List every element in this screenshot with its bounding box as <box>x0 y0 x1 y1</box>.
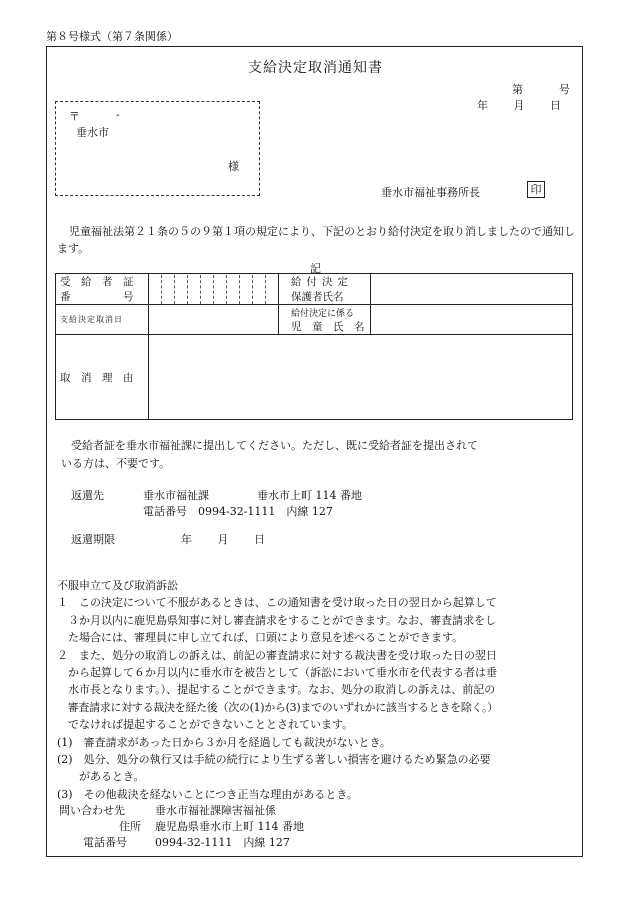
contact-tel: 0994-32-1111 内線 127 <box>155 836 290 849</box>
appeal-line: ２ また、処分の取消しの訴えは、前記の審査請求に対する裁決書を受け取った日の翌日 <box>57 648 497 662</box>
document-frame <box>46 46 583 857</box>
contact-address: 鹿児島県垂水市上町 114 番地 <box>155 820 304 833</box>
appeal-heading: 不服申立て及び取消訴訟 <box>57 579 178 592</box>
recipient-no-label <box>56 274 149 305</box>
ki-heading: 記 <box>310 262 321 275</box>
issuer-name: 垂水市福祉事務所長 <box>381 186 480 199</box>
recipient-no-cells <box>149 274 279 305</box>
postal-dash: - <box>116 108 120 121</box>
appeal-line: (1) 審査請求があった日から３か月を経過しても裁決がないとき。 <box>57 735 392 749</box>
deadline-label: 返還期限 <box>71 533 115 546</box>
info-table <box>55 273 573 420</box>
appeal-line: ３か月以内に鹿児島県知事に対し審査請求をすることができます。なお、審査請求をし <box>57 613 497 627</box>
appeal-section <box>57 577 582 803</box>
child-label <box>279 305 371 335</box>
contact-section <box>59 803 304 851</box>
appeal-line: から起算して６か月以内に垂水市を被告として（訴訟において垂水市を代表する者は垂 <box>57 666 497 680</box>
appeal-line: た場合には、審理員に申し立てれば、口頭により意見を述べることができます。 <box>57 631 464 645</box>
form-number-label: 第８号様式（第７条関係） <box>46 30 178 43</box>
issue-date-line: 年 月 日 <box>477 99 561 112</box>
child-label-line2: 児 童 氏 名 <box>291 320 365 333</box>
appeal-line: があるとき。 <box>57 770 145 784</box>
number-label: 第 <box>512 83 523 96</box>
recipient-city: 垂水市 <box>76 126 109 139</box>
seal-stamp: 印 <box>527 181 545 198</box>
deadline-date: 年 月 日 <box>181 533 265 546</box>
return-to-tel: 電話番号 0994-32-1111 内線 127 <box>143 505 333 518</box>
recipient-no-label-line2: 番 号 <box>60 291 134 303</box>
guardian-value <box>371 274 573 305</box>
recipient-address-box <box>55 101 260 196</box>
return-to-dept: 垂水市福祉課 <box>143 489 209 502</box>
reason-label: 取 消 理 由 <box>56 335 149 420</box>
guardian-label <box>279 274 371 305</box>
intro-text: 児童福祉法第２１条の５の９第１項の規定により、下記のとおり給付決定を取り消しましたので通知します。 <box>57 225 575 255</box>
contact-tel-label: 電話番号 <box>83 836 127 849</box>
notice-line1: 受給者証を垂水市福祉課に提出してください。ただし、既に受給者証を提出されて <box>71 439 478 452</box>
appeal-line: 審査請求に対する裁決を経た後（次の(1)から(3)までのいずれかに該当するときを除く。） <box>57 700 498 714</box>
return-to-address: 垂水市上町 114 番地 <box>257 489 362 502</box>
postal-mark: 〒 <box>69 110 80 123</box>
number-suffix: 号 <box>559 83 570 96</box>
contact-dept: 垂水市福祉課障害福祉係 <box>155 804 276 817</box>
child-value <box>371 305 573 335</box>
document-title: 支給決定取消通知書 <box>248 60 383 76</box>
contact-label: 問い合わせ先 <box>59 804 125 817</box>
notice-line2: いる方は、不要です。 <box>61 457 171 470</box>
recipient-no-label-line1: 受 給 者 証 <box>60 276 134 288</box>
cancel-date-value <box>149 305 279 335</box>
child-label-line1: 給付決定に係る <box>291 308 355 319</box>
guardian-label-line2: 保護者氏名 <box>291 291 344 303</box>
appeal-line: (2) 処分、処分の執行又は手続の続行により生ずる著しい損害を避けるため緊急の必要 <box>57 753 491 767</box>
cancel-date-label: 支給決定取消日 <box>56 305 149 335</box>
appeal-line: (3) その他裁決を経ないことにつき正当な理由があるとき。 <box>57 787 358 801</box>
contact-address-label: 住所 <box>119 820 141 833</box>
return-to-label: 返還先 <box>71 489 104 502</box>
appeal-line: でなければ提起することができないこととされています。 <box>57 718 354 732</box>
reason-value <box>149 335 573 420</box>
guardian-label-line1: 給付決定 <box>291 276 353 288</box>
appeal-line: 水市長となります。）、提起することができます。なお、処分の取消しの訴えは、前記の <box>57 683 496 697</box>
honorific: 様 <box>228 160 239 173</box>
appeal-line: １ この決定について不服があるときは、この通知書を受け取った日の翌日から起算して <box>57 596 497 610</box>
